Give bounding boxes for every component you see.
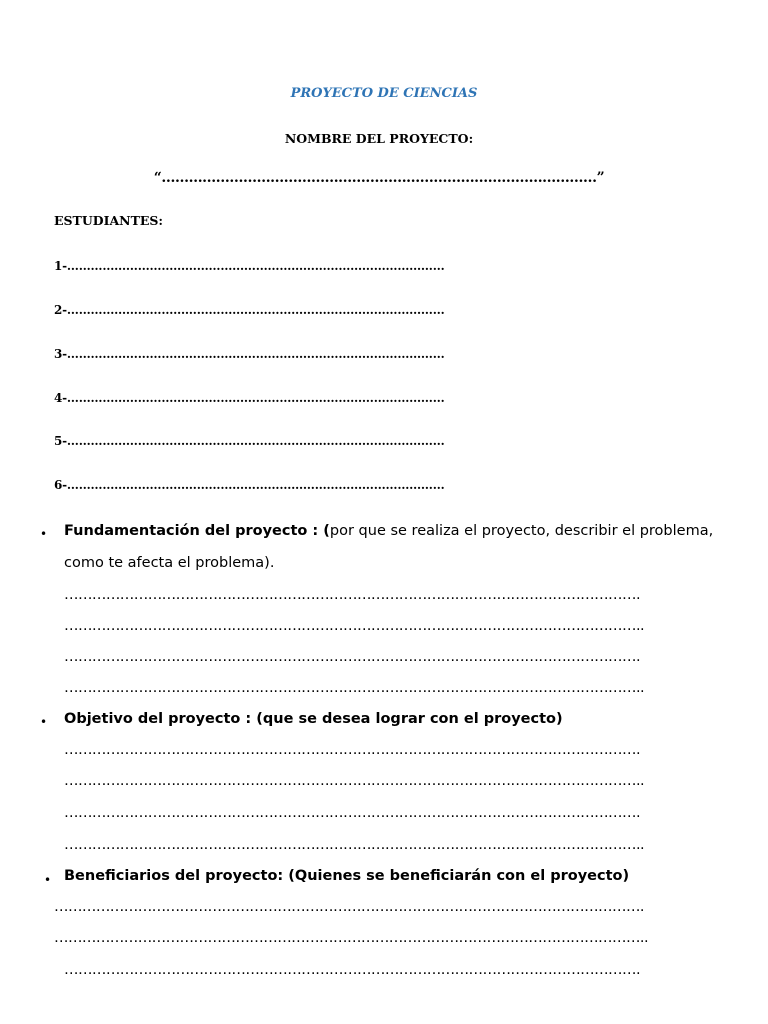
fundamentacion-description-cont: como te afecta el problema). [64,555,275,571]
students-label: ESTUDIANTES: [54,213,164,228]
student-line-2: 2-…………………………………………………………………………………… [54,303,445,317]
fundamentacion-title [64,523,713,539]
bullet-icon: • [44,873,52,887]
fundamentacion-heading: Fundamentación del proyecto : ( [64,523,330,539]
fundamentacion-line-4: …………………………………………………………………………………………………………….. [64,680,645,696]
objetivo-line-2: …………………………………………………………………………………………………………….. [64,773,645,789]
fundamentacion-line-2: …………………………………………………………………………………………………………….. [64,618,645,634]
student-line-3: 3-…………………………………………………………………………………… [54,347,445,361]
project-name-line: “……………………………………………………………………………………” [153,170,605,186]
objetivo-line-4: …………………………………………………………………………………………………………….. [64,837,645,853]
bullet-icon: • [40,527,48,541]
student-line-5: 5-…………………………………………………………………………………… [54,434,445,448]
document-title: PROYECTO DE CIENCIAS [290,86,478,101]
fundamentacion-line-1: ……………………………………………………………………………………………………………. [64,587,641,603]
beneficiarios-line-3: ……………………………………………………………………………………………………………. [64,962,641,978]
beneficiarios-line-1: ………………………………………………………………………………………………………………. [54,899,644,915]
student-line-1: 1-…………………………………………………………………………………… [54,259,445,273]
objetivo-line-1: ……………………………………………………………………………………………………………. [64,742,641,758]
objetivo-line-3: ……………………………………………………………………………………………………………. [64,805,641,821]
beneficiarios-line-2: ……………………………………………………………………………………………………………….. [54,930,649,946]
objetivo-title: Objetivo del proyecto : (que se desea lograr con el proyecto) [64,711,563,727]
bullet-icon: • [40,715,48,729]
student-line-4: 4-…………………………………………………………………………………… [54,391,445,405]
fundamentacion-description: por que se realiza el proyecto, describir el problema, [329,523,714,539]
fundamentacion-line-3: ……………………………………………………………………………………………………………. [64,649,641,665]
beneficiarios-title: Beneficiarios del proyecto: (Quienes se beneficiarán con el proyecto) [64,868,630,884]
student-line-6: 6-…………………………………………………………………………………… [54,478,445,492]
project-name-label: NOMBRE DEL PROYECTO: [284,131,474,146]
